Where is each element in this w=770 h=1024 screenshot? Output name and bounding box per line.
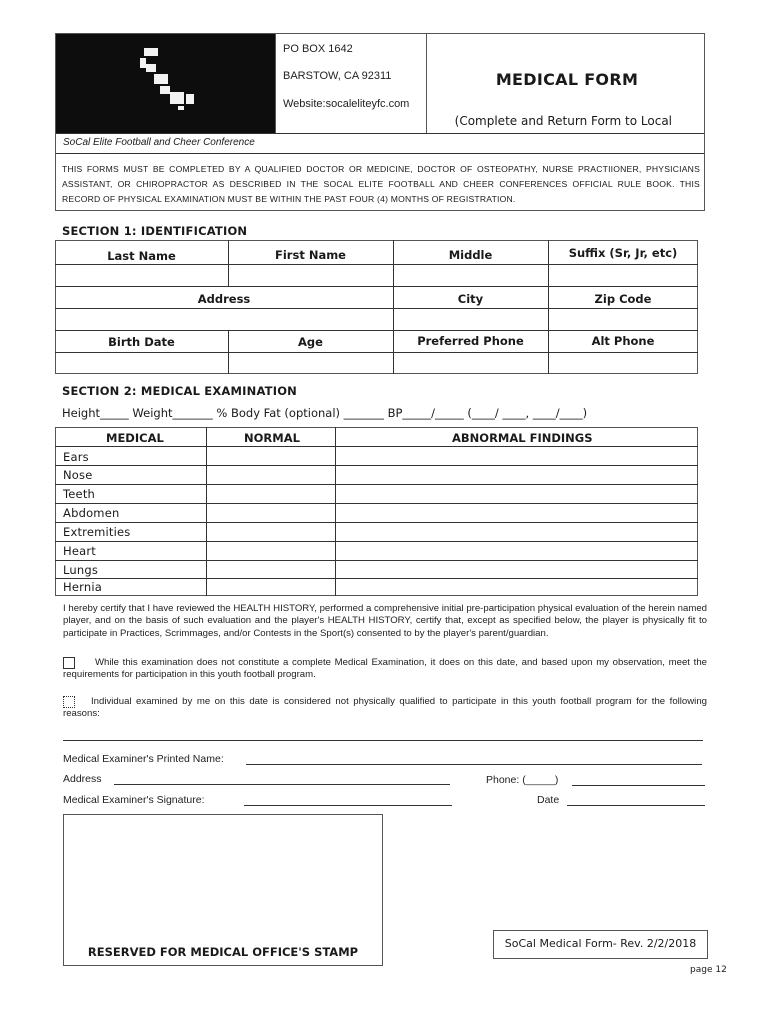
date-line[interactable]	[567, 805, 705, 806]
examiner-address-label: Address	[63, 773, 102, 785]
form-title: MEDICAL FORM	[495, 70, 639, 89]
page-number: page 12	[690, 965, 727, 975]
website: Website:socaleliteyfc.com	[283, 98, 410, 110]
exam-row-extremities: Extremities	[63, 525, 131, 539]
revision-label: SoCal Medical Form- Rev. 2/2/2018	[504, 937, 697, 950]
stamp-label: RESERVED FOR MEDICAL OFFICE'S STAMP	[87, 945, 359, 959]
preferred-phone-label: Preferred Phone	[417, 334, 524, 348]
conference-name: SoCal Elite Football and Cheer Conference	[63, 137, 255, 148]
qualification-notice: THIS FORMS MUST BE COMPLETED BY A QUALIFIED DOCTOR OR MEDICINE, DOCTOR OF OSTEOPATHY, NURSE PRACTIIONER, PHYSICIANS ASSISTANT, OR CHIROPRACTOR AS DESCRIBED IN THE SOCAL ELITE FOOTBALL AND CHEER CONFERENCES OFFICIAL RULE BOOK. THIS RECORD OF PHYSICAL EXAMINATION MUST BE WITHIN THE PAST FOUR (4) MONTHS OF REGISTRATION.	[62, 164, 700, 204]
conference-logo	[56, 34, 275, 133]
address-line[interactable]	[114, 784, 450, 785]
qualified-statement: While this examination does not constitute a complete Medical Examination, it does on this date, and based upon my observation, meet the requirements for participation in this youth football program.	[63, 657, 707, 681]
abnormal-findings-header: ABNORMAL FINDINGS	[452, 431, 593, 445]
signature-label: Medical Examiner's Signature:	[63, 794, 205, 806]
form-subtitle: (Complete and Return Form to Local	[454, 114, 672, 128]
phone-line[interactable]	[572, 785, 705, 786]
exam-row-abdomen: Abdomen	[63, 506, 120, 520]
section-1-title: SECTION 1: IDENTIFICATION	[62, 224, 248, 238]
date-label: Date	[537, 794, 560, 806]
not-qualified-statement: Individual examined by me on this date is considered not physically qualified to participate in this youth football program for the following reasons:	[63, 696, 707, 720]
exam-row-hernia: Hernia	[63, 580, 102, 594]
zip-code-label: Zip Code	[594, 292, 652, 306]
normal-header: NORMAL	[244, 431, 300, 445]
first-name-label: First Name	[275, 248, 346, 262]
certification-statement: I hereby certify that I have reviewed the HEALTH HISTORY, performed a comprehensive initial pre-participation physical evaluation of the herein named player, and on the basis of such evaluation and the player's HEALTH HISTORY, certify that, except as specified below, the player is physically fit to participate in Practices, Scrimmages, and/or Contests in the Sport(s) consented to by the player's parent/guardian.	[63, 603, 707, 639]
phone-label: Phone: (_____)	[486, 774, 559, 786]
age-label: Age	[298, 335, 323, 349]
medical-header: MEDICAL	[106, 431, 164, 445]
city-label: City	[457, 292, 484, 306]
exam-table	[55, 427, 698, 596]
vitals-line: Height_____ Weight_______ % Body Fat (optional) _______ BP_____/_____ (____/ ____, ____/____)	[62, 406, 588, 420]
stamp-box	[63, 814, 383, 966]
address-label: Address	[197, 292, 251, 306]
exam-row-heart: Heart	[63, 544, 97, 558]
suffix-label: Suffix (Sr, Jr, etc)	[568, 246, 678, 260]
exam-row-teeth: Teeth	[63, 487, 96, 501]
po-box: PO BOX 1642	[283, 43, 353, 55]
printed-name-label: Medical Examiner's Printed Name:	[63, 753, 224, 765]
city-state-zip: BARSTOW, CA 92311	[283, 70, 392, 82]
birth-date-label: Birth Date	[108, 335, 175, 349]
exam-row-nose: Nose	[63, 468, 93, 482]
signature-line[interactable]	[244, 805, 452, 806]
last-name-label: Last Name	[107, 249, 176, 263]
exam-row-lungs: Lungs	[63, 563, 99, 577]
section-2-title: SECTION 2: MEDICAL EXAMINATION	[62, 384, 298, 398]
alt-phone-label: Alt Phone	[591, 334, 655, 348]
exam-row-ears: Ears	[63, 450, 89, 464]
middle-label: Middle	[448, 248, 493, 262]
printed-name-line[interactable]	[246, 764, 702, 765]
